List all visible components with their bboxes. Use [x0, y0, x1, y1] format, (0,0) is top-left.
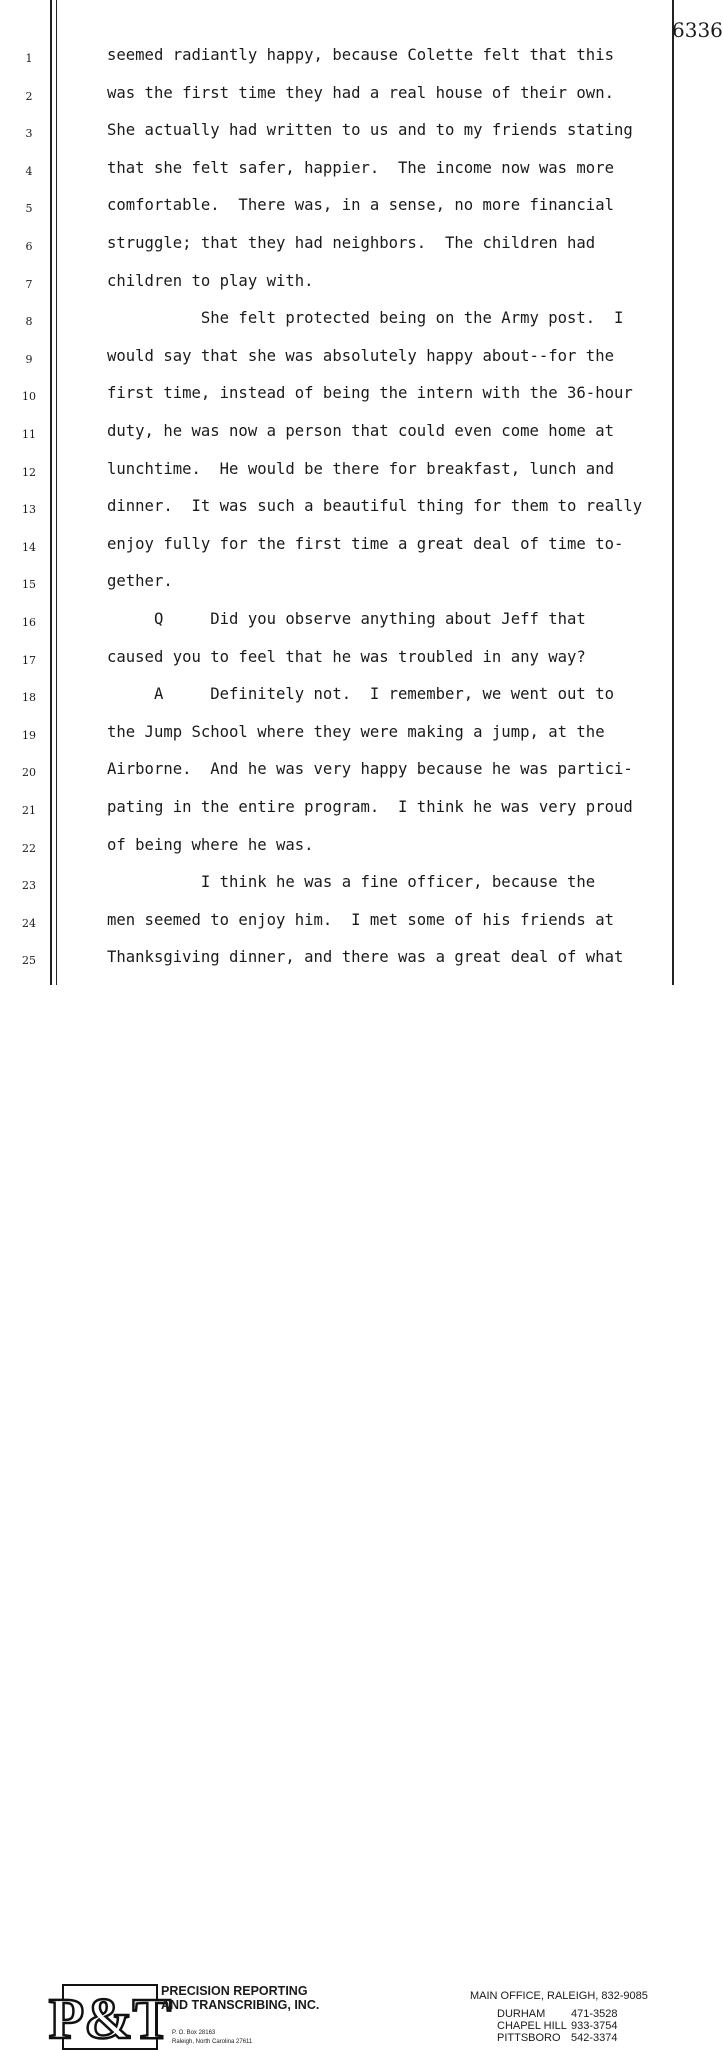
line-number: 14	[22, 540, 36, 554]
line-number: 22	[22, 841, 36, 855]
line-number: 9	[25, 352, 33, 366]
firm-logo	[48, 1984, 172, 2050]
transcript-line: that she felt safer, happier. The income now was more	[107, 158, 614, 177]
firm-address-line2: Raleigh, North Carolina 27611	[172, 2039, 253, 2045]
transcript-line: seemed radiantly happy, because Colette felt that this	[107, 46, 614, 64]
line-number: 11	[22, 428, 36, 441]
office-name: PITTSBORO	[497, 2032, 561, 2044]
office-name: DURHAM	[497, 2008, 546, 2020]
line-number: 3	[25, 127, 33, 141]
transcript-line: enjoy fully for the first time a great deal of time to-	[107, 534, 624, 553]
office-phone: 542-3374	[571, 2032, 618, 2044]
firm-name-line2: AND TRANSCRIBING, INC.	[161, 1998, 320, 2012]
line-number: 24	[22, 916, 36, 930]
line-number: 4	[25, 164, 33, 178]
transcript-line: dinner. It was such a beautiful thing for them to really	[107, 497, 643, 516]
firm-logo-text: P&T	[48, 1986, 172, 2050]
line-number: 2	[25, 89, 33, 103]
line-number: 15	[22, 578, 36, 592]
transcript-line: Airborne. And he was very happy because he was partici-	[107, 760, 633, 779]
right-margin-rule	[672, 0, 674, 985]
left-margin-rule-inner	[56, 0, 57, 985]
transcript-line: lunchtime. He would be there for breakfast, lunch and	[107, 459, 614, 478]
line-number: 1	[25, 52, 33, 65]
transcript-line: pating in the entire program. I think he was very proud	[107, 798, 633, 816]
transcript-line: would say that she was absolutely happy about--for the	[107, 346, 614, 365]
transcript-line: men seemed to enjoy him. I met some of his friends at	[107, 910, 614, 929]
line-number: 5	[25, 202, 33, 216]
transcript-line: A Definitely not. I remember, we went out to	[107, 685, 614, 704]
line-number: 8	[25, 315, 33, 329]
firm-address-line1: P. O. Box 28163	[172, 2030, 216, 2036]
office-phone: 933-3754	[571, 2020, 618, 2032]
footer	[0, 990, 720, 2050]
line-number: 6	[25, 240, 33, 253]
line-number: 12	[22, 465, 36, 479]
transcript-line: comfortable. There was, in a sense, no more financial	[107, 196, 614, 215]
firm-name-line1: PRECISION REPORTING	[161, 1984, 308, 1998]
transcript-line: duty, he was now a person that could even come home at	[107, 422, 614, 440]
transcript-line: caused you to feel that he was troubled in any way?	[107, 647, 586, 666]
transcript-line: the Jump School where they were making a jump, at the	[107, 722, 605, 741]
transcript-line: struggle; that they had neighbors. The children had	[107, 234, 596, 252]
transcript-line: Q Did you observe anything about Jeff that	[107, 610, 586, 628]
line-number: 13	[22, 503, 36, 517]
transcript-line: was the first time they had a real house of their own.	[107, 83, 614, 102]
transcript-line: She actually had written to us and to my friends stating	[107, 121, 633, 140]
left-margin-rule	[50, 0, 52, 985]
main-office: MAIN OFFICE, RALEIGH, 832-9085	[470, 1990, 648, 2002]
line-number: 21	[22, 804, 36, 817]
line-number: 25	[22, 954, 36, 968]
office-name: CHAPEL HILL	[497, 2020, 567, 2032]
transcript-line: gether.	[107, 572, 173, 591]
transcript-line: She felt protected being on the Army post. I	[107, 309, 624, 328]
line-number: 10	[22, 390, 36, 404]
line-number: 23	[22, 879, 36, 893]
line-number: 17	[22, 653, 36, 667]
transcript-line: Thanksgiving dinner, and there was a great deal of what	[107, 948, 624, 967]
line-number: 18	[22, 691, 36, 705]
line-number: 16	[22, 616, 36, 629]
transcript-line: children to play with.	[107, 271, 314, 290]
line-number: 20	[22, 766, 36, 780]
line-number: 19	[22, 728, 36, 742]
transcript-line: I think he was a fine officer, because the	[107, 873, 596, 892]
office-phone: 471-3528	[571, 2008, 618, 2020]
transcript-line: of being where he was.	[107, 835, 314, 854]
line-number: 7	[25, 277, 33, 291]
page-number: 6336	[672, 18, 723, 42]
transcript-line: first time, instead of being the intern with the 36-hour	[107, 384, 633, 403]
